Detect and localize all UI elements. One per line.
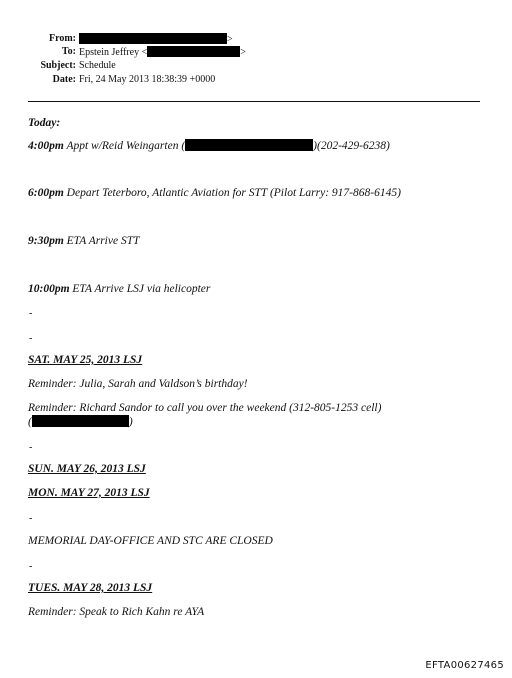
redaction-bar (185, 139, 313, 151)
dash-separator: - (29, 442, 33, 453)
dash-separator: - (29, 561, 33, 572)
item-time: 4:00pm (28, 140, 64, 152)
item-time: 6:00pm (28, 187, 64, 199)
subject-value: Schedule (79, 60, 116, 71)
schedule-item-3 (28, 234, 140, 248)
today-heading: Today: (28, 117, 61, 129)
memorial-day-notice: MEMORIAL DAY-OFFICE AND STC ARE CLOSED (28, 535, 273, 547)
schedule-item-2 (28, 186, 401, 200)
subject-label: Subject: (40, 60, 76, 71)
item-text: ETA Arrive STT (63, 235, 140, 247)
item-time: 9:30pm (28, 235, 64, 247)
tue-reminder: Reminder: Speak to Rich Kahn re AYA (28, 606, 205, 618)
to-label: To: (61, 46, 76, 57)
schedule-item-4 (28, 282, 210, 296)
bates-number: EFTA00627465 (425, 660, 504, 671)
from-label: From: (48, 33, 76, 44)
item-phone: )(202-429-6238) (313, 140, 390, 152)
redaction-bar (32, 415, 129, 427)
from-value: > (79, 33, 233, 46)
sat-reminder-birthday: Reminder: Julia, Sarah and Valdson’s birthday! (28, 378, 248, 390)
dash-separator: - (29, 308, 33, 319)
sat-reminder-call-redacted: ( ) (28, 416, 133, 428)
item-text: Appt w/Reid Weingarten ( (63, 140, 186, 152)
sat-reminder-call: Reminder: Richard Sandor to call you over the weekend (312-805-1253 cell) (28, 402, 382, 414)
schedule-item-1 (28, 139, 390, 153)
header-divider (28, 101, 480, 102)
dash-separator: - (29, 513, 33, 524)
item-text: Depart Teterboro, Atlantic Aviation for STT (Pilot Larry: 917-868-6145) (63, 187, 401, 199)
tue-heading: TUES. MAY 28, 2013 LSJ (28, 582, 153, 594)
item-time: 10:00pm (28, 283, 70, 295)
date-value: Fri, 24 May 2013 18:38:39 +0000 (79, 74, 216, 85)
redaction-bar (147, 46, 240, 57)
item-text: ETA Arrive LSJ via helicopter (69, 283, 211, 295)
date-label: Date: (52, 74, 76, 85)
redaction-bar (79, 33, 227, 44)
to-value: Epstein Jeffrey < > (79, 47, 246, 58)
dash-separator: - (29, 333, 33, 344)
sun-heading: SUN. MAY 26, 2013 LSJ (28, 463, 146, 475)
mon-heading: MON. MAY 27, 2013 LSJ (28, 487, 150, 499)
sat-heading: SAT. MAY 25, 2013 LSJ (28, 354, 143, 366)
